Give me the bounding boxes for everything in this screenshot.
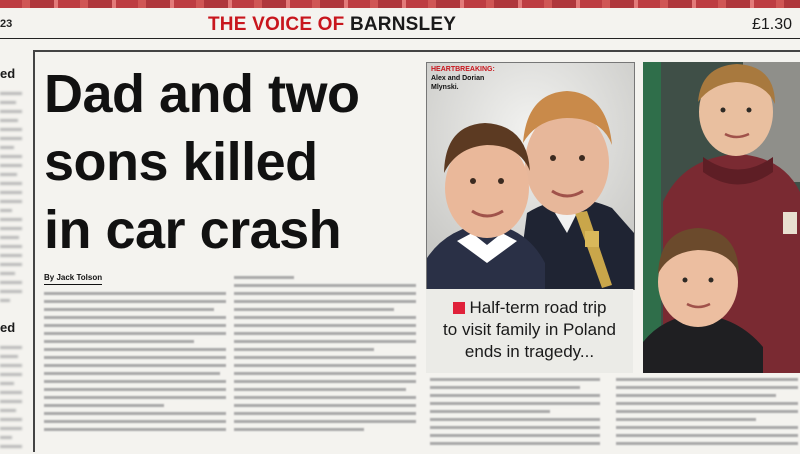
headline-line-3: in car crash <box>44 200 342 260</box>
left-teaser-heading-2: ed <box>0 320 16 335</box>
pull-quote-line-3: ends in tragedy... <box>464 342 595 361</box>
red-square-bullet-icon <box>453 302 465 314</box>
brothers-snapshot-illustration <box>643 62 800 373</box>
boys-portrait-illustration <box>427 63 634 289</box>
left-teaser-text-1 <box>0 92 22 308</box>
pull-quote-callout <box>426 289 633 373</box>
issue-number: 23 <box>0 18 13 30</box>
article-byline: By Jack Tolson <box>44 273 102 285</box>
caption-label-heartbreaking: HEARTBREAKING: <box>431 66 495 73</box>
article-body-column-3 <box>430 378 600 450</box>
pull-quote-line-1: Half-term road trip <box>469 298 607 317</box>
cover-price: £1.30 <box>752 16 793 33</box>
tagline-black-part: BARNSLEY <box>349 14 457 35</box>
left-teaser-column <box>0 40 24 450</box>
pull-quote-text <box>426 297 633 363</box>
brothers-snapshot-photo <box>643 62 800 373</box>
caption-names-line-2: Mlynski. <box>431 84 459 91</box>
left-teaser-heading-1: ed <box>0 66 16 81</box>
pull-quote-line-2: to visit family in Poland <box>443 320 616 339</box>
photo-caption <box>431 65 495 92</box>
article-headline <box>44 60 424 264</box>
masthead-tagline <box>208 14 456 36</box>
tagline-red-part: THE VOICE OF <box>208 14 345 35</box>
masthead-logo-strip <box>0 0 800 8</box>
left-teaser-text-2 <box>0 346 22 454</box>
headline-line-2: sons killed <box>44 132 318 192</box>
article-body-column-4 <box>616 378 798 450</box>
caption-names-line-1: Alex and Dorian <box>431 75 485 82</box>
boys-portrait-photo <box>426 62 635 290</box>
headline-line-1: Dad and two <box>44 64 360 124</box>
article-body-column-2 <box>234 276 416 436</box>
article-body-column-1 <box>44 292 226 436</box>
masthead-bar <box>0 8 800 39</box>
